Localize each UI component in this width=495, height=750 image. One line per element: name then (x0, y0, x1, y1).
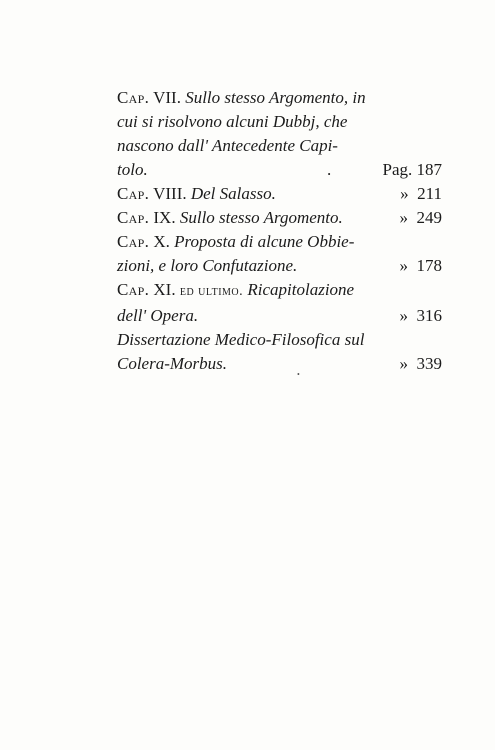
toc-line (117, 230, 442, 254)
chapter-qualifier: ed ultimo. (179, 284, 244, 299)
ink-speck: • (297, 370, 300, 379)
chapter-label: Cap. (117, 208, 150, 227)
ditto-marker: » (399, 256, 408, 275)
toc-entry-cap-viii (117, 182, 442, 206)
chapter-title-line: tolo. (117, 160, 148, 179)
ditto-marker: » (399, 306, 408, 325)
toc-line (117, 182, 442, 206)
toc-entry-cap-ix (117, 206, 442, 230)
page-number: 178 (416, 256, 442, 275)
page-ref (400, 352, 443, 376)
toc-entry-cap-xi (117, 278, 442, 328)
chapter-title-line: nascono dall' Antecedente Capi- (117, 136, 338, 155)
chapter-label: Cap. (117, 232, 150, 251)
chapter-number: IX. (153, 208, 176, 227)
chapter-title-line: zioni, e loro Confutazione. (117, 256, 298, 275)
page-ref (383, 158, 443, 182)
chapter-number: X. (153, 232, 170, 251)
toc-entry-cap-x (117, 230, 442, 278)
leader-dot: . (327, 160, 332, 179)
toc-line (117, 278, 442, 304)
chapter-title-line: dell' Opera. (117, 306, 199, 325)
chapter-title-line: Sullo stesso Argomento, in (185, 88, 366, 107)
toc-line (117, 86, 442, 110)
page-number: 211 (417, 184, 442, 203)
chapter-number: XI. (153, 280, 176, 299)
page-number: 249 (416, 208, 442, 227)
page-number: 316 (416, 306, 442, 325)
page-ref (400, 254, 443, 278)
toc-line (117, 206, 442, 230)
entry-title-line: Dissertazione Medico-Filosofica sul (117, 330, 365, 349)
toc-line-last (117, 254, 442, 278)
chapter-number: VIII. (153, 184, 187, 203)
chapter-number: VII. (153, 88, 181, 107)
toc-line-last (117, 352, 442, 376)
page-ref (400, 182, 442, 206)
ditto-marker: » (400, 184, 409, 203)
chapter-label: Cap. (117, 184, 150, 203)
chapter-title-line: cui si risolvono alcuni Dubbj, che (117, 112, 348, 131)
ditto-marker: » (399, 208, 408, 227)
toc-entry-cap-vii (117, 86, 442, 182)
ditto-marker: » (399, 354, 408, 373)
chapter-label: Cap. (117, 280, 150, 299)
chapter-title-line: Ricapitolazione (247, 280, 355, 299)
page-ref (400, 304, 443, 328)
chapter-label: Cap. (117, 88, 150, 107)
page-label: Pag. (382, 160, 413, 179)
page-number: 339 (416, 354, 442, 373)
chapter-title: Sullo stesso Argomento. (179, 208, 343, 227)
toc-line-last (117, 304, 442, 328)
entry-title-line: Colera-Morbus. (117, 354, 228, 373)
chapter-title: Del Salasso. (190, 184, 276, 203)
toc-entry-dissertazione (117, 328, 442, 376)
page-ref (400, 206, 443, 230)
table-of-contents (117, 86, 442, 376)
toc-line-last (117, 158, 442, 182)
page-number: 187 (416, 160, 442, 179)
chapter-title-line: Proposta di alcune Obbie- (174, 232, 355, 251)
